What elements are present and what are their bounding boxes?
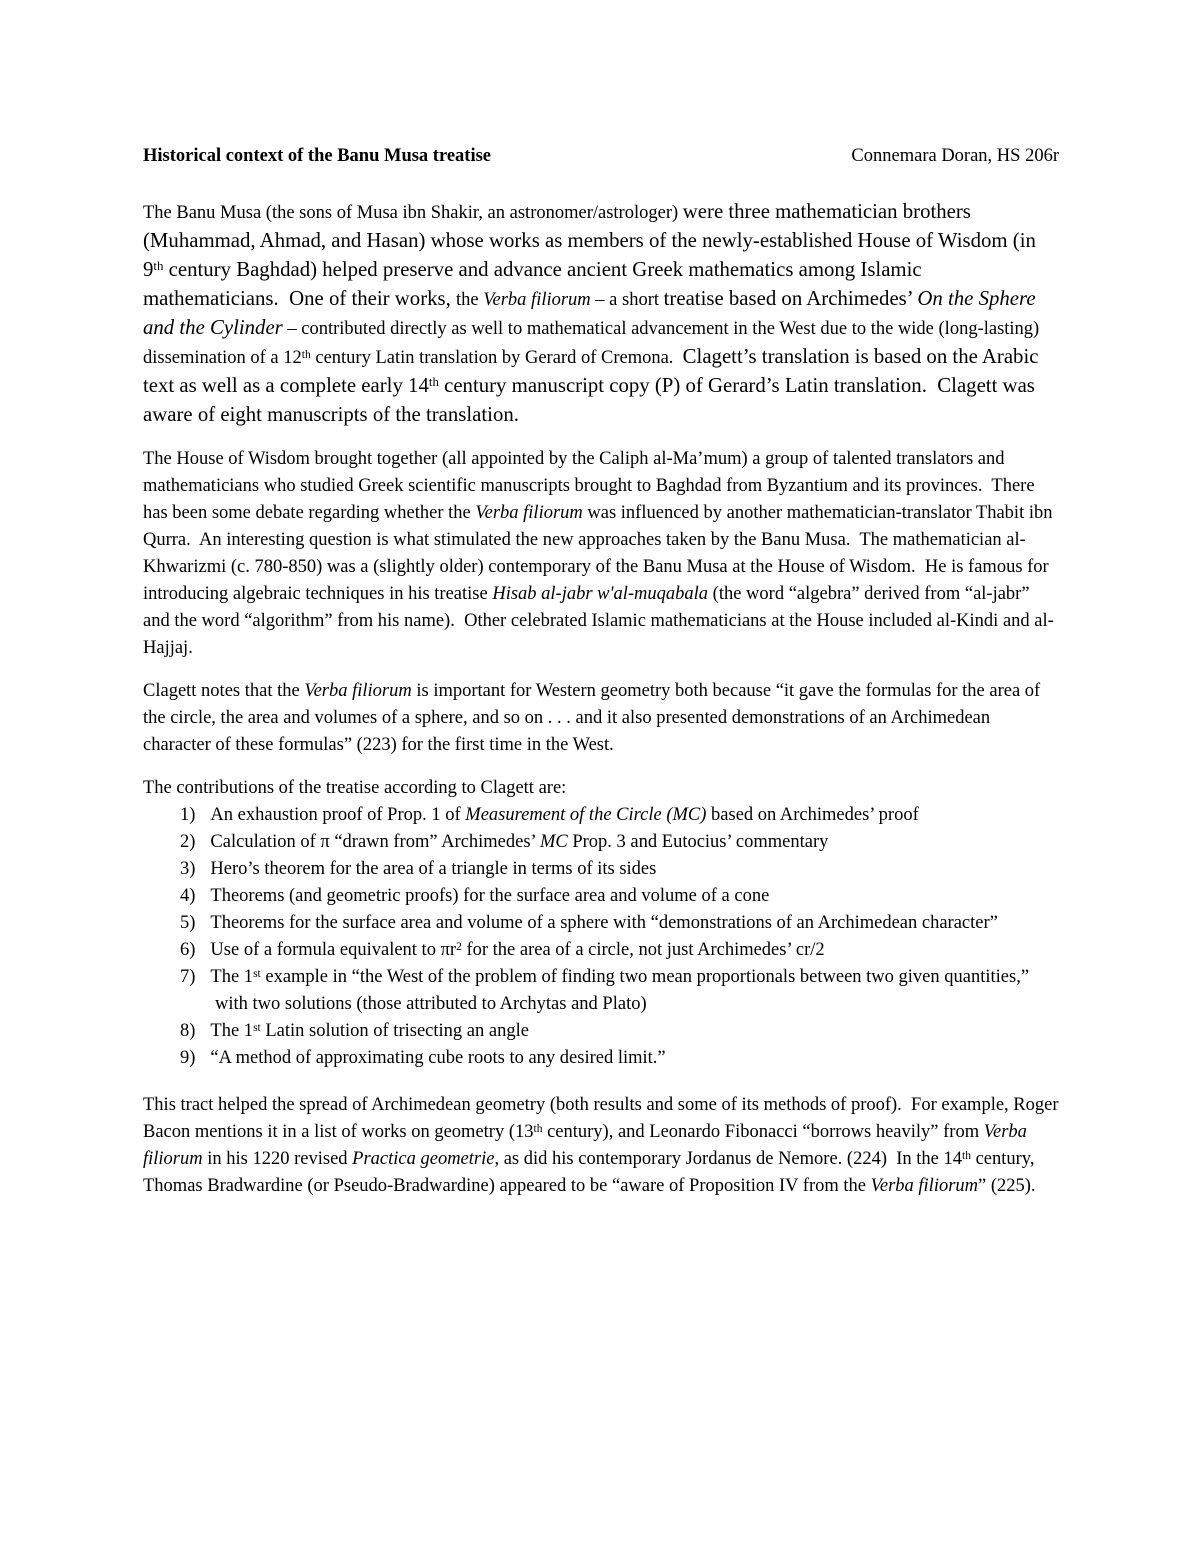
text-run: in his 1220 revised — [202, 1149, 353, 1169]
text-run: The 1 — [210, 967, 254, 987]
text-run: “A method of approximating cube roots to any desired limit.” — [210, 1048, 666, 1068]
text-run: th — [428, 375, 439, 390]
intro-paragraph — [143, 198, 1059, 430]
text-run: An exhaustion proof of Prop. 1 of — [210, 805, 466, 825]
list-marker: 1) — [180, 805, 196, 825]
text-run: Theorems for the surface area and volume of a sphere with “demonstrations of an Archimedean character” — [210, 913, 998, 933]
text-run: The contributions of the treatise according to Clagett are: — [143, 778, 567, 798]
text-run: th — [962, 1149, 971, 1162]
list-item-5 — [180, 910, 1059, 937]
list-item-9 — [180, 1045, 1059, 1072]
list-item-4 — [180, 883, 1059, 910]
text-run: On the Sphere and the Cylinder — [143, 287, 1041, 339]
text-run: This tract helped the spread of Archimedean geometry (both results and some of its methods of proof). For example, Roger Bacon mentions it in a list of works on geometry (13 — [143, 1095, 1064, 1142]
list-marker: 5) — [180, 913, 196, 933]
text-run: th — [533, 1122, 543, 1135]
text-run: Latin solution of trisecting an angle — [260, 1021, 529, 1041]
document-body — [143, 198, 1064, 1200]
contributions-intro — [143, 775, 1059, 802]
house-of-wisdom-paragraph — [143, 446, 1059, 662]
text-run: MC — [539, 832, 568, 852]
document-author: Connemara Doran, HS 206r — [851, 146, 1059, 166]
text-run: was influenced by another mathematician-translator Thabit ibn Qurra. An interesting question is what stimulated the new approaches taken by the Banu Musa. The mathematician al-Khwarizmi (c. 780-850) was a (slightly older) contemporary of the Banu Musa at the House of Wisdom. He is famous for introducing algebraic techniques in his treatise — [143, 503, 1058, 604]
document-header — [143, 143, 1059, 170]
list-marker: 8) — [180, 1021, 196, 1041]
text-run: Verba filiorum — [475, 503, 583, 523]
text-run: Hisab al-jabr w'al-muqabala — [492, 584, 709, 604]
text-run: Calculation of π “drawn from” Archimedes’ — [210, 832, 540, 852]
list-item-8 — [180, 1018, 1059, 1045]
text-run: th — [301, 348, 311, 361]
text-run: Theorems (and geometric proofs) for the surface area and volume of a cone — [210, 886, 770, 906]
text-run: the — [456, 290, 484, 310]
text-run: The House of Wisdom brought together (all appointed by the Caliph al-Ma’mum) a group of talented translators and mathematicians who studied Greek scientific manuscripts brought to Baghdad from Byzantium and its provinces. There has been some debate regarding whether the — [143, 449, 1040, 523]
text-run: century, Thomas Bradwardine (or Pseudo-Bradwardine) appeared to be “aware of Proposition IV from the — [143, 1149, 1039, 1196]
list-item-6 — [180, 937, 1059, 964]
list-item-1 — [180, 802, 1059, 829]
text-run: The Banu Musa (the sons of Musa ibn Shakir, an astronomer/astrologer) — [143, 203, 683, 223]
document-title: Historical context of the Banu Musa treatise — [143, 146, 492, 166]
text-run: Practica geometrie — [352, 1149, 495, 1169]
text-run: Measurement of the Circle (MC) — [465, 805, 707, 825]
closing-paragraph — [143, 1092, 1064, 1200]
text-run: th — [153, 259, 164, 274]
text-run: – a short — [590, 290, 664, 310]
text-run: Verba filiorum — [304, 681, 412, 701]
text-run: st — [253, 1021, 261, 1034]
list-item-2 — [180, 829, 1059, 856]
list-marker: 7) — [180, 967, 196, 987]
text-run: Verba filiorum — [143, 1122, 1032, 1169]
text-run: were three mathematician brothers (Muhammad, Ahmad, and Hasan) whose works as members of the newly-established House of Wisdom (in 9 — [143, 200, 1042, 281]
text-run: century), and Leonardo Fibonacci “borrows heavily” from — [542, 1122, 984, 1142]
text-run: Clagett’s translation is based on the Arabic text as well as a complete early 14 — [143, 345, 1044, 397]
text-run: is important for Western geometry both because “it gave the formulas for the area of the circle, the area and volumes of a sphere, and so on . . . and it also presented demonstrations of an Archimedean character of these formulas” (223) for the first time in the West. — [143, 681, 1045, 755]
text-run: Verba filiorum — [483, 290, 591, 310]
text-run: (the word “algebra” derived from “al-jabr” and the word “algorithm” from his name). Other celebrated Islamic mathematicians at the House included al-Kindi and al-Hajjaj. — [143, 584, 1054, 658]
text-run: based on Archimedes’ proof — [706, 805, 919, 825]
text-run: example in “the West of the problem of finding two mean proportionals between two given quantities,” with two solutions (those attributed to Archytas and Plato) — [215, 967, 1034, 1014]
clagett-notes-paragraph — [143, 678, 1059, 759]
text-run: for the area of a circle, not just Archimedes’ cr/2 — [461, 940, 825, 960]
text-run: , as did his contemporary Jordanus de Nemore. (224) In the 14 — [494, 1149, 962, 1169]
text-run: century Baghdad) helped preserve and advance ancient Greek mathematics among Islamic mathematicians. One of their works, — [143, 258, 927, 310]
text-run: – contributed directly as well to mathematical advancement in the West due to the wide (long-lasting) dissemination of a 12 — [143, 319, 1044, 368]
list-marker: 9) — [180, 1048, 196, 1068]
list-marker: 3) — [180, 859, 196, 879]
list-marker: 2) — [180, 832, 196, 852]
list-marker: 6) — [180, 940, 196, 960]
contribution-list — [143, 802, 1059, 1072]
text-run: Prop. 3 and Eutocius’ commentary — [567, 832, 829, 852]
text-run: ” (225). — [978, 1176, 1036, 1196]
text-run: The 1 — [210, 1021, 254, 1041]
text-run: st — [253, 967, 261, 980]
text-run: Use of a formula equivalent to πr — [210, 940, 457, 960]
text-run: century Latin translation by Gerard of Cremona. — [310, 348, 683, 368]
text-run: 2 — [456, 940, 462, 953]
text-run: treatise based on Archimedes’ — [663, 287, 918, 310]
list-item-3 — [180, 856, 1059, 883]
list-marker: 4) — [180, 886, 196, 906]
text-run: Verba filiorum — [870, 1176, 979, 1196]
text-run: Clagett notes that the — [143, 681, 305, 701]
text-run: Hero’s theorem for the area of a triangle in terms of its sides — [210, 859, 657, 879]
text-run: century manuscript copy (P) of Gerard’s Latin translation. Clagett was aware of eight manuscripts of the translation. — [143, 374, 1041, 426]
list-item-7 — [180, 964, 1059, 1018]
